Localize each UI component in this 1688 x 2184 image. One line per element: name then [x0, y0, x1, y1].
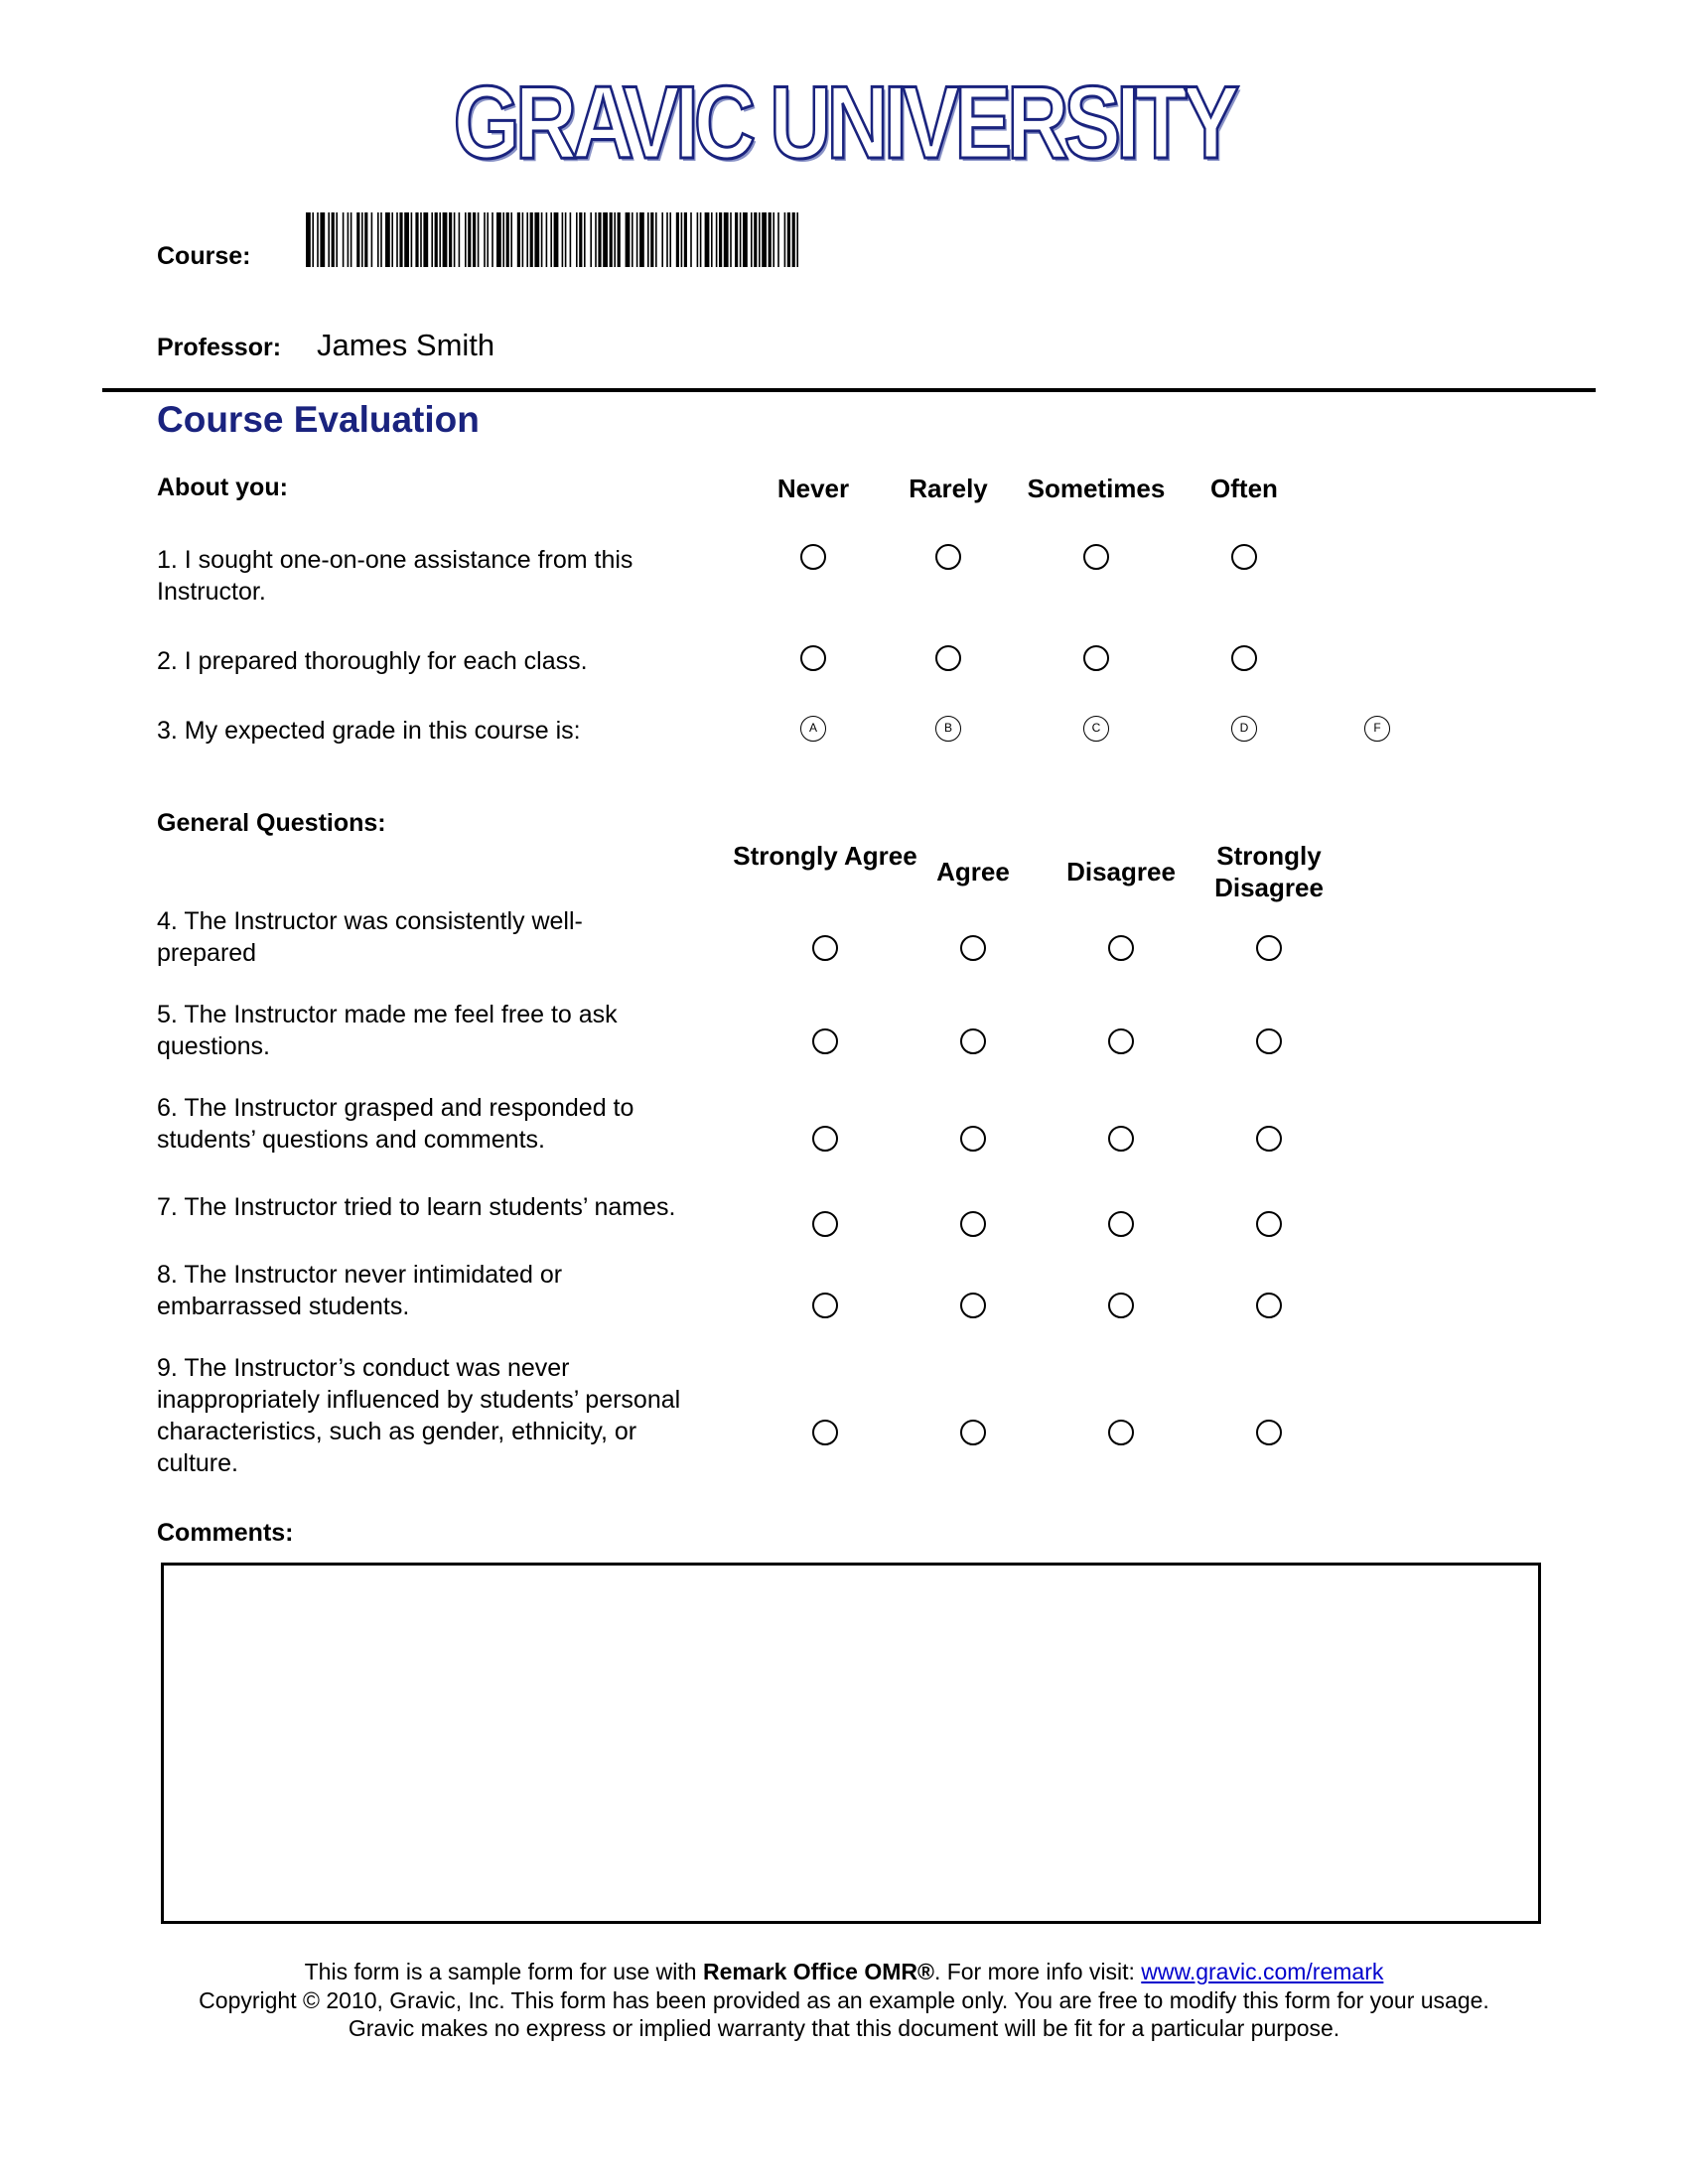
q6-strongly-agree-bubble[interactable]	[812, 1126, 838, 1152]
q4-agree-bubble[interactable]	[960, 935, 986, 961]
q1-often-bubble[interactable]	[1231, 544, 1257, 570]
question-1: 1. I sought one-on-one assistance from this Instructor.	[157, 546, 633, 606]
q7-agree-bubble[interactable]	[960, 1211, 986, 1237]
q5-agree-bubble[interactable]	[960, 1028, 986, 1054]
header-divider	[102, 388, 1596, 392]
section-title: Course Evaluation	[157, 399, 480, 440]
question-9: 9. The Instructor’s conduct was never inappropriately influenced by students’ personal characteristics, such as gender, ethnicity, or culture.	[157, 1354, 681, 1477]
q4-disagree-bubble[interactable]	[1108, 935, 1134, 961]
column-header-agree: Agree	[936, 857, 1010, 887]
q1-rarely-bubble[interactable]	[935, 544, 961, 570]
q2-sometimes-bubble[interactable]	[1083, 645, 1109, 671]
footer-line-3: Gravic makes no express or implied warranty that this document will be fit for a particular purpose.	[348, 2015, 1340, 2041]
q4-strongly-agree-bubble[interactable]	[812, 935, 838, 961]
question-7: 7. The Instructor tried to learn students’ names.	[157, 1193, 676, 1221]
comments-box[interactable]	[161, 1563, 1541, 1924]
q8-strongly-disagree-bubble[interactable]	[1256, 1293, 1282, 1318]
grade-a-bubble[interactable]: A	[800, 716, 826, 742]
footer-link[interactable]: www.gravic.com/remark	[1141, 1959, 1384, 1984]
question-4: 4. The Instructor was consistently well-prepared	[157, 907, 583, 967]
footer-line-1-middle: . For more info visit:	[933, 1959, 1142, 1984]
column-header-never: Never	[776, 474, 850, 503]
question-2: 2. I prepared thoroughly for each class.	[157, 647, 588, 675]
grade-d-bubble[interactable]: D	[1231, 716, 1257, 742]
q9-disagree-bubble[interactable]	[1108, 1420, 1134, 1445]
q1-sometimes-bubble[interactable]	[1083, 544, 1109, 570]
grade-b-bubble[interactable]: B	[935, 716, 961, 742]
comments-label: Comments:	[157, 1519, 294, 1547]
course-label: Course:	[157, 242, 251, 270]
q2-rarely-bubble[interactable]	[935, 645, 961, 671]
course-barcode	[306, 212, 800, 267]
question-3: 3. My expected grade in this course is:	[157, 717, 581, 745]
q7-disagree-bubble[interactable]	[1108, 1211, 1134, 1237]
column-header-sometimes: Sometimes	[1027, 474, 1166, 503]
q2-often-bubble[interactable]	[1231, 645, 1257, 671]
q5-strongly-agree-bubble[interactable]	[812, 1028, 838, 1054]
column-header-rarely: Rarely	[909, 474, 988, 503]
q9-strongly-agree-bubble[interactable]	[812, 1420, 838, 1445]
q6-agree-bubble[interactable]	[960, 1126, 986, 1152]
q8-agree-bubble[interactable]	[960, 1293, 986, 1318]
grade-c-bubble[interactable]: C	[1083, 716, 1109, 742]
q1-never-bubble[interactable]	[800, 544, 826, 570]
question-6: 6. The Instructor grasped and responded to students’ questions and comments.	[157, 1094, 634, 1154]
q5-strongly-disagree-bubble[interactable]	[1256, 1028, 1282, 1054]
q8-disagree-bubble[interactable]	[1108, 1293, 1134, 1318]
q5-disagree-bubble[interactable]	[1108, 1028, 1134, 1054]
column-header-disagree: Disagree	[1066, 857, 1176, 887]
footer-line-2: Copyright © 2010, Gravic, Inc. This form has been provided as an example only. You are free to modify this form for your usage.	[199, 1987, 1489, 2013]
q9-agree-bubble[interactable]	[960, 1420, 986, 1445]
q6-strongly-disagree-bubble[interactable]	[1256, 1126, 1282, 1152]
general-section-label: General Questions:	[157, 809, 386, 837]
q2-never-bubble[interactable]	[800, 645, 826, 671]
footer-line-1	[0, 1958, 1688, 1985]
footer-line-1-prefix: This form is a sample form for use with	[304, 1959, 703, 1984]
q6-disagree-bubble[interactable]	[1108, 1126, 1134, 1152]
professor-label: Professor:	[157, 334, 282, 361]
about-section-label: About you:	[157, 474, 288, 501]
column-header-strongly-disagree: Strongly Disagree	[1214, 841, 1324, 902]
grade-f-bubble[interactable]: F	[1364, 716, 1390, 742]
column-header-often: Often	[1210, 474, 1278, 503]
q7-strongly-disagree-bubble[interactable]	[1256, 1211, 1282, 1237]
q8-strongly-agree-bubble[interactable]	[812, 1293, 838, 1318]
question-8: 8. The Instructor never intimidated or embarrassed students.	[157, 1261, 563, 1320]
q4-strongly-disagree-bubble[interactable]	[1256, 935, 1282, 961]
q7-strongly-agree-bubble[interactable]	[812, 1211, 838, 1237]
q9-strongly-disagree-bubble[interactable]	[1256, 1420, 1282, 1445]
university-title: GRAVIC UNIVERSITY	[453, 66, 1235, 181]
question-5: 5. The Instructor made me feel free to ask questions.	[157, 1001, 618, 1060]
professor-name: James Smith	[317, 328, 495, 362]
footer-product-name: Remark Office OMR®	[702, 1959, 934, 1984]
column-header-strongly-agree: Strongly Agree	[733, 841, 917, 871]
